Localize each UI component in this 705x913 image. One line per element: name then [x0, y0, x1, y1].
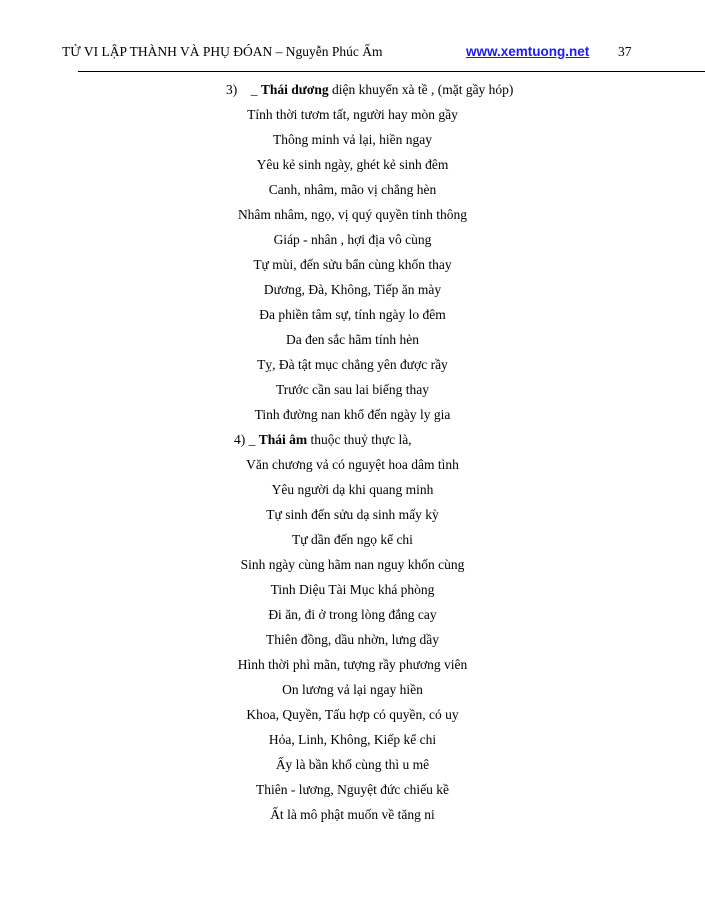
verse-line: Hỏa, Linh, Không, Kiếp kể chi: [268, 732, 437, 747]
verse-line: Da đen sắc hãm tính hèn: [285, 332, 420, 347]
verse-line: Tự dần đến ngọ kể chi: [292, 532, 413, 547]
verse-line: Nhâm nhâm, ngọ, vị quý quyền tinh thông: [237, 207, 468, 222]
verse-line: Tự mùi, đến sửu bẩn cùng khốn thay: [253, 257, 452, 272]
verse-line: Canh, nhâm, mão vị chẳng hèn: [268, 182, 437, 197]
header-rule: [78, 71, 705, 72]
section-3-heading: [226, 81, 513, 99]
section-4-prefix: _: [245, 432, 259, 447]
verse-line: Tinh đường nan khổ đến ngày ly gia: [254, 407, 451, 422]
verse-line: Trước cần sau lai biếng thay: [275, 382, 430, 397]
verse-line: Dương, Đà, Không, Tiếp ăn mày: [263, 282, 442, 297]
section-3-prefix: _: [250, 82, 261, 97]
verse-line: Ấy là bần khổ cùng thì u mê: [275, 757, 430, 772]
verse-line: Hình thời phì mãn, tượng rầy phương viên: [237, 657, 468, 672]
section-4-number: 4): [234, 432, 246, 447]
header-site-link[interactable]: www.xemtuong.net: [466, 44, 590, 59]
verse-line: Tỵ, Đà tật mục chẳng yên được rầy: [257, 357, 448, 372]
section-4-heading: [234, 431, 412, 449]
verse-line: Đa phiền tâm sự, tính ngày lo đêm: [259, 307, 446, 322]
verse-line: Ất là mô phật muốn về tăng ni: [270, 807, 435, 822]
verse-line: Văn chương vả có nguyệt hoa dâm tình: [246, 457, 459, 472]
section-3-number: 3): [226, 82, 238, 97]
verse-line: Đi ăn, đi ở trong lòng đắng cay: [268, 607, 437, 622]
verse-line: Tính thời tươm tất, người hay mòn gầy: [247, 107, 458, 122]
verse-line: Giáp - nhân , hợi địa vô cùng: [273, 232, 432, 247]
verse-line: Khoa, Quyền, Tấu hợp có quyền, có uy: [246, 707, 459, 722]
verse-line: Tự sinh đến sửu dạ sinh mấy kỳ: [266, 507, 439, 522]
page-number: 37: [618, 44, 632, 59]
section-3-star: Thái dương: [260, 82, 329, 97]
verse-line: Thiên - lương, Nguyệt đức chiếu kề: [255, 782, 450, 797]
verse-line: Sinh ngày cùng hãm nan nguy khốn cùng: [240, 557, 465, 572]
verse-line: Thông minh vả lại, hiền ngay: [273, 132, 432, 147]
verse-line: Yêu người dạ khi quang minh: [271, 482, 434, 497]
section-3-rest: diện khuyển xà tề , (mặt gầy hóp): [328, 82, 514, 97]
verse-line: On lương vả lại ngay hiền: [282, 682, 423, 697]
section-4-rest: thuộc thuỷ thực là,: [307, 432, 412, 447]
verse-line: Yêu kẻ sinh ngày, ghét kẻ sinh đêm: [256, 157, 449, 172]
verse-line: Thiên đồng, dầu nhờn, lưng dầy: [265, 632, 440, 647]
verse-line: Tinh Diệu Tài Mục khá phòng: [270, 582, 435, 597]
section-4-star: Thái âm: [258, 432, 308, 447]
header-title: TỬ VI LẬP THÀNH VÀ PHỤ ĐÓAN – Nguyễn Phúc Ấm: [62, 44, 383, 59]
page-header: [62, 44, 642, 64]
